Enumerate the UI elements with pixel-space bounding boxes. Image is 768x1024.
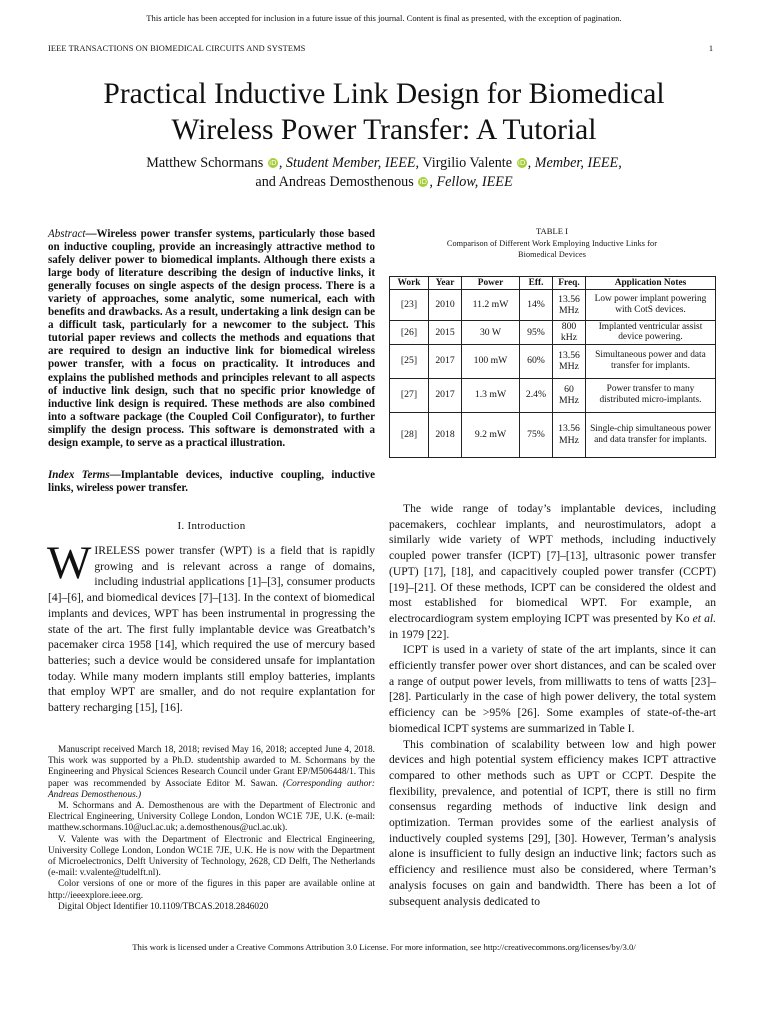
body-paragraph: This combination of scalability between low and high power devices and high potential system efficiency makes ICPT attractive compared to other methods such as UPT or CCPT. Despite the flexibility, prevalence, and potential of ICPT, there is still no firm consensus regarding methods of inductive link design and optimization. Terman provides some of the earliest analysis of inductively coupled systems [29], [30]. However, Terman’s analysis alone is insufficient to fully design an inductive link; factors such as efficiency and resilience must also be considered, where Terman’s analysis focuses on gain and bandwidth. There has been a lot of subsequent analysis dedicated to <box>389 737 716 908</box>
footnote-text: Manuscript received March 18, 2018; revised May 16, 2018; accepted June 4, 2018. This work was supported by a Ph.D. studentship awarded to M. Schormans by the Engineering and Physical Sciences Research Council under Grant EP/M506448/1. This paper was recommended by Associate Editor M. Sawan. <box>48 745 375 789</box>
body-paragraph <box>389 501 716 642</box>
title-line-1: Practical Inductive Link Design for Biomedical <box>103 78 665 110</box>
author-name: Virgilio Valente <box>419 155 513 171</box>
cell-notes: Simultaneous power and data transfer for implants. <box>586 344 716 378</box>
running-head: IEEE TRANSACTIONS ON BIOMEDICAL CIRCUITS AND SYSTEMS <box>48 44 306 53</box>
index-terms-text: —Implantable devices, inductive coupling, inductive links, wireless power transfer. <box>48 469 375 495</box>
cell-eff: 60% <box>520 344 553 378</box>
intro-paragraph <box>47 537 375 716</box>
cell-power: 11.2 mW <box>462 290 520 321</box>
column-header: Eff. <box>520 277 553 290</box>
table-row <box>390 344 716 378</box>
cell-power: 100 mW <box>462 344 520 378</box>
column-header: Year <box>429 277 462 290</box>
intro-text: IRELESS power transfer (WPT) is a field that is rapidly growing and is relevant across a range of domains, including industrial applications [1]–[3], consumer products [4]–[6], and biomedical devices [7]–[13]. In the context of biomedical implants and devices, WPT has been instrumental in progressing the state of the art. The first fully implantable device was Greatbatch’s pacemaker circa 1958 [14], which required the use of mercury based batteries; such a device would be considered unsafe for implantation today. While many modern implants still employ batteries, implants that employ WPT are smaller, and do not require explantation for battery recharging [15], [16]. <box>48 544 375 715</box>
right-column-text <box>389 501 716 909</box>
column-header: Freq. <box>553 277 586 290</box>
table-title-line-1: Comparison of Different Work Employing Inductive Links for <box>446 238 658 248</box>
cell-year: 2017 <box>429 344 462 378</box>
license-footer: This work is licensed under a Creative Commons Attribution 3.0 License. For more information, see http://creativecommons.org/licenses/by/3.0/ <box>132 942 636 952</box>
table-row <box>390 321 716 345</box>
orcid-icon[interactable]: iD <box>419 177 428 186</box>
acceptance-banner: This article has been accepted for inclusion in a future issue of this journal. Content is final as presented, with the exception of pagination. <box>146 13 622 23</box>
cell-eff: 2.4% <box>520 378 553 412</box>
drop-cap: W <box>47 537 92 589</box>
cell-notes: Power transfer to many distributed micro-implants. <box>586 378 716 412</box>
footnotes <box>48 745 375 913</box>
table-title-line-2: Biomedical Devices <box>518 250 586 259</box>
body-text: The wide range of today’s implantable devices, including pacemakers, cochlear implants, and neurostimulators, adopt a similarly wide variety of WPT methods, including inductively coupled power transfer (ICPT) [7]–[13], ultrasonic power transfer (UPT) [17], [18], and capacitively coupled power transfer (CCPT) [19]–[21]. Of these methods, ICPT can be considered the oldest and most established for biomedical WPT. For example, an electrocardiogram system employing ICPT was presented by Ko <box>389 502 716 625</box>
cell-year: 2018 <box>429 412 462 457</box>
table-header-row <box>390 277 716 290</box>
footnote-affiliation-1: M. Schormans and A. Demosthenous are with the Department of Electronic and Electrical Engineering, University College London, London WC1E 7JE, U.K. (e-mail: matthew.schormans.10@ucl.ac.uk; a.demosthenous@ucl.ac.uk). <box>48 801 375 834</box>
cell-year: 2010 <box>429 290 462 321</box>
footnote-doi: Digital Object Identifier 10.1109/TBCAS.2018.2846020 <box>58 901 269 912</box>
paper-title <box>0 76 768 148</box>
cell-power: 9.2 mW <box>462 412 520 457</box>
cell-freq: 13.56 MHz <box>553 412 586 457</box>
author-name: and Andreas Demosthenous <box>255 173 414 190</box>
comparison-table <box>389 276 716 458</box>
body-text-italic: et al. <box>692 611 716 625</box>
cell-year: 2017 <box>429 378 462 412</box>
column-header: Work <box>390 277 429 290</box>
cell-work: [28] <box>390 412 429 457</box>
orcid-icon[interactable]: iD <box>269 159 277 167</box>
corresponding-author: (Corresponding author: Andreas Demosthenous.) <box>48 778 375 800</box>
table-row <box>390 412 716 457</box>
cell-year: 2015 <box>429 321 462 345</box>
title-line-2: Wireless Power Transfer: A Tutorial <box>171 114 597 146</box>
orcid-icon[interactable]: iD <box>517 159 526 167</box>
column-header: Power <box>462 277 520 290</box>
author-membership: , Member, IEEE, <box>527 155 622 171</box>
footnote-manuscript <box>48 745 375 801</box>
cell-eff: 14% <box>520 290 553 321</box>
cell-work: [27] <box>390 378 429 412</box>
cell-eff: 75% <box>520 412 553 457</box>
cell-notes: Implanted ventricular assist device powering. <box>586 321 716 345</box>
author-list <box>0 154 768 191</box>
cell-work: [25] <box>390 344 429 378</box>
cell-power: 30 W <box>462 321 520 345</box>
cell-eff: 95% <box>520 321 553 345</box>
author-name: Matthew Schormans <box>146 155 264 171</box>
author-membership: , Student Member, IEEE, <box>278 155 420 171</box>
table-row <box>390 378 716 412</box>
cell-freq: 13.56 MHz <box>553 290 586 321</box>
cell-work: [23] <box>390 290 429 321</box>
index-terms-label: Index Terms <box>48 469 110 481</box>
page-number: 1 <box>708 44 713 53</box>
cell-work: [26] <box>390 321 429 345</box>
body-text: in 1979 [22]. <box>389 627 450 641</box>
abstract-text: —Wireless power transfer systems, particularly those based on inductive coupling, provide an increasingly attractive method to safely deliver power to biomedical implants. Although there exists a large body of literature describing the design of inductive links, it generally focuses on single aspects of the design process. There is a variety of approaches, some analytic, some numerical, each with benefits and drawbacks. As a result, undertaking a link design can be a difficult task, particularly for a newcomer to the subject. This tutorial paper reviews and collects the methods and equations that are required to design an inductive link for biomedical wireless power transfer, with a focus on practicality. It introduces and explains the published methods and principles relevant to all aspects of inductive link design, such that no specific prior knowledge of inductive link design is required. These methods are also combined into a software package (the Coupled Coil Configurator), to further simplify the design process. This software is demonstrated with a design example, to serve as a practical illustration. <box>48 228 375 449</box>
author-membership: , Fellow, IEEE <box>429 173 513 190</box>
cell-freq: 800 kHz <box>553 321 586 345</box>
table-label: TABLE I <box>535 226 568 236</box>
cell-freq: 60 MHz <box>553 378 586 412</box>
table-caption <box>388 226 716 261</box>
footnote-color: Color versions of one or more of the figures in this paper are available online at http://ieeexplore.ieee.org. <box>48 879 375 901</box>
section-heading: I. Introduction <box>177 520 246 532</box>
footnote-affiliation-2: V. Valente was with the Department of Electronic and Electrical Engineering, University College London, London WC1E 7JE, U.K. He is now with the Department of Microelectronics, Delft University of Technology, 2628, CD Delft, The Netherlands (e-mail: v.valente@tudelft.nl). <box>48 834 375 879</box>
cell-notes: Low power implant powering with CotS devices. <box>586 290 716 321</box>
cell-notes: Single-chip simultaneous power and data transfer for implants. <box>586 412 716 457</box>
column-header: Application Notes <box>586 277 716 290</box>
body-paragraph: ICPT is used in a variety of state of the art implants, since it can efficiently transfer power over short distances, and can be scaled over a range of output power levels, from milliwatts to tens of watts [23]–[28]. Particularly in the case of high power delivery, the total system efficiency can be >95% [26]. Some examples of state-of-the-art biomedical ICPT systems are summarized in Table I. <box>389 643 716 735</box>
index-terms <box>48 469 375 496</box>
abstract-label: Abstract <box>48 228 86 240</box>
abstract <box>48 228 375 450</box>
cell-power: 1.3 mW <box>462 378 520 412</box>
cell-freq: 13.56 MHz <box>553 344 586 378</box>
table-row <box>390 290 716 321</box>
